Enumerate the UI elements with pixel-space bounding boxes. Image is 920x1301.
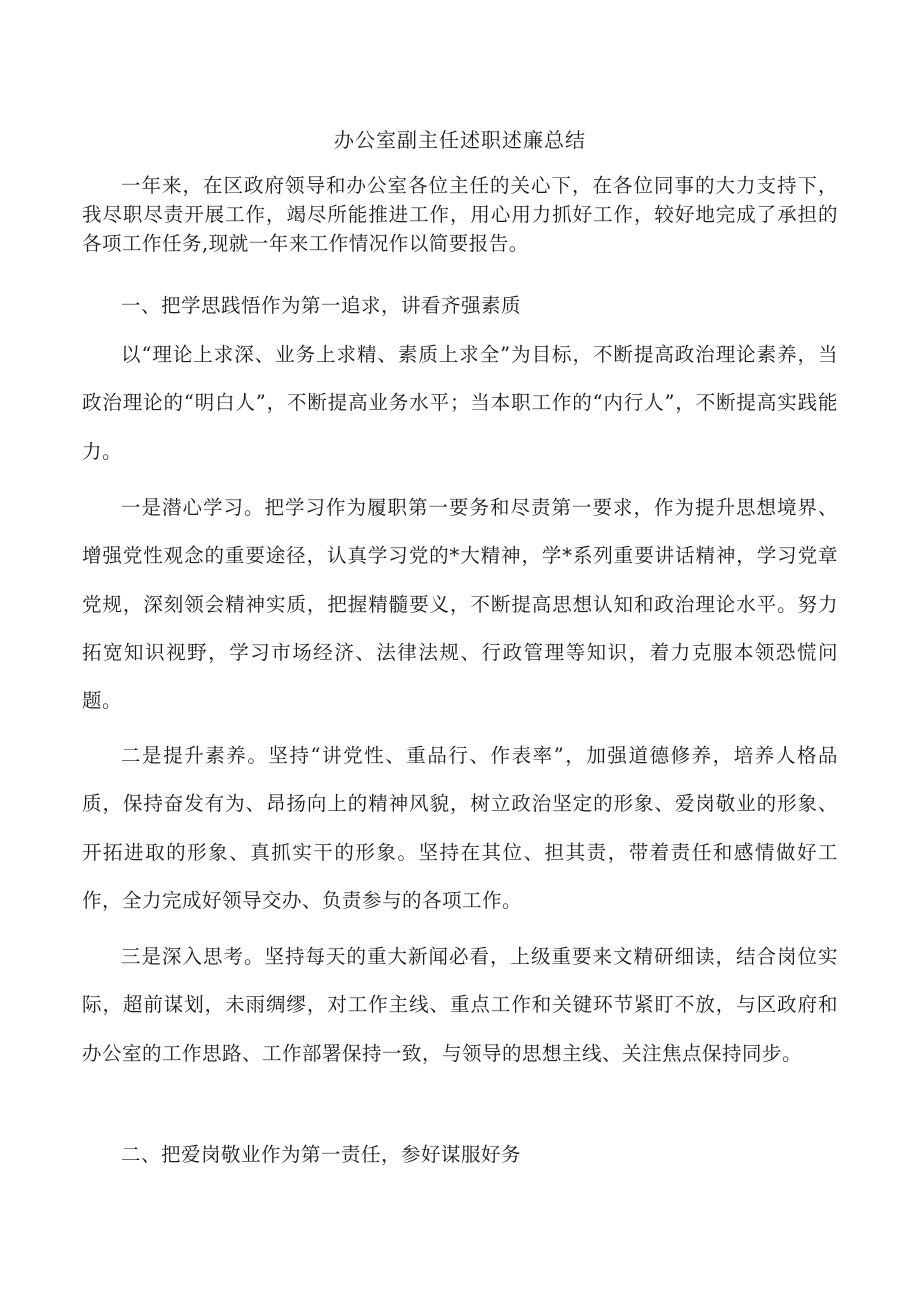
point-study-paragraph: 一是潜心学习。把学习作为履职第一要务和尽责第一要求，作为提升思想境界、增强党性观念的重要途径，认真学习党的*大精神，学*系列重要讲话精神，学习党章党规，深刻领会精神实质，把握精髓要义，不断提高思想认知和政治理论水平。努力拓宽知识视野，学习市场经济、法律法规、行政管理等知识，着力克服本领恐慌问题。	[82, 496, 838, 713]
section-heading-2: 二、把爱岗敬业作为第一责任，参好谋服好务	[121, 1143, 522, 1166]
document-title: 办公室副主任述职述廉总结	[334, 128, 586, 152]
section-heading-1: 一、把学思践悟作为第一追求，讲看齐强素质	[121, 294, 522, 317]
intro-paragraph: 一年来，在区政府领导和办公室各位主任的关心下，在各位同事的大力支持下，我尽职尽责开展工作，竭尽所能推进工作，用心用力抓好工作，较好地完成了承担的各项工作任务,现就一年来工作情况作以简要报告。	[82, 174, 838, 255]
section-1-goal-paragraph: 以“理论上求深、业务上求精、素质上求全”为目标，不断提高政治理论素养，当政治理论的“明白人”，不断提高业务水平；当本职工作的“内行人”，不断提高实践能力。	[82, 343, 838, 463]
point-thinking-paragraph: 三是深入思考。坚持每天的重大新闻必看，上级重要来文精研细读，结合岗位实际，超前谋划，未雨绸缪，对工作主线、重点工作和关键环节紧盯不放，与区政府和办公室的工作思路、工作部署保持一致，与领导的思想主线、关注焦点保持同步。	[82, 945, 838, 1065]
point-quality-paragraph: 二是提升素养。坚持“讲党性、重品行、作表率”，加强道德修养，培养人格品质，保持奋发有为、昂扬向上的精神风貌，树立政治坚定的形象、爱岗敬业的形象、开拓进取的形象、真抓实干的形象。坚持在其位、担其责，带着责任和感情做好工作，全力完成好领导交办、负责参与的各项工作。	[82, 744, 838, 912]
